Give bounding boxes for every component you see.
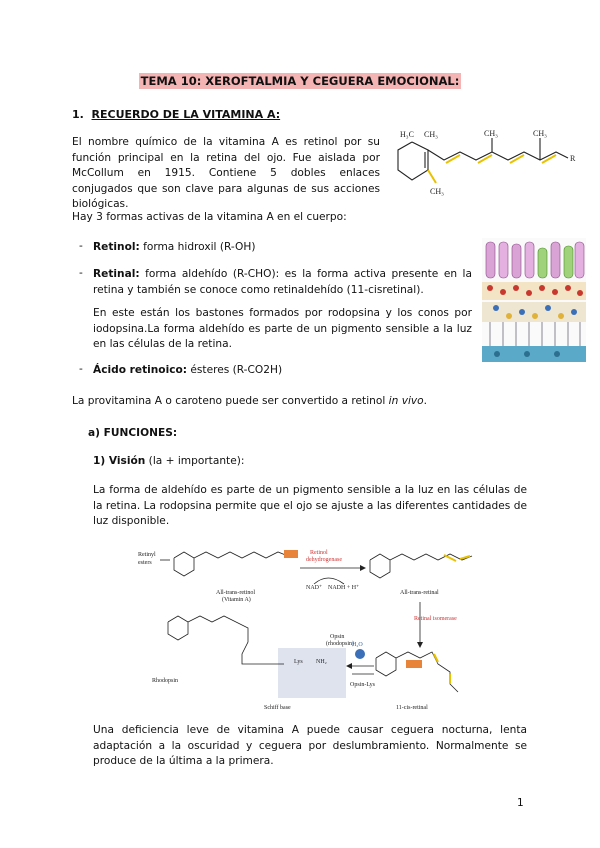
label-amine: NH₂	[316, 659, 327, 665]
schiff-base-box	[278, 648, 346, 698]
label-dehydrogenase: dehydrogenase	[306, 557, 342, 563]
label-retinal-isomerase: Retinal isomerase	[414, 616, 457, 622]
label-schiff-base: Schiff base	[264, 705, 291, 711]
visual-cycle-diagram	[138, 542, 488, 714]
label-opsin: Opsin	[330, 634, 345, 640]
retinoid-structure-figure	[392, 128, 582, 200]
vision-paragraph: La forma de aldehído es parte de un pigmento sensible a la luz en las células de la retina. La rodopsina permite que el ojo se ajuste a las diferentes cantidades de luz disponible.	[93, 484, 527, 527]
vision-heading: 1) Visión (la + importante):	[93, 455, 245, 467]
label-nadh: NADH + H⁺	[328, 585, 360, 591]
intro-paragraph: El nombre químico de la vitamina A es retinol por su función principal en la retina del ojo. Fue aislada por McCollum en 1915. Contiene 5 dobles enlaces conjugados que son clave para algunas de sus acciones biológicas.	[72, 136, 380, 210]
label-all-trans-retinal: All-trans-retinal	[400, 590, 439, 596]
retina-cells-illustration	[482, 238, 586, 362]
bullet-retinal: Retinal: forma aldehído (R-CHO): es la forma activa presente en la retina y también se conoce como retinaldehído (11-cisretinal).	[93, 268, 472, 296]
functions-heading: a) FUNCIONES:	[88, 427, 178, 439]
label-r: R	[570, 154, 576, 163]
page-number: 1	[517, 797, 524, 809]
document-title: TEMA 10: XEROFTALMIA Y CEGUERA EMOCIONAL:	[140, 74, 460, 88]
label-retinyl: Retinyl	[138, 552, 156, 558]
label-ch3-1: CH₃	[424, 130, 438, 139]
bullet-dash: -	[79, 267, 83, 279]
bullet-dash: -	[79, 363, 83, 375]
label-esters: esters	[138, 560, 152, 566]
label-rhodopsin-paren: (rhodopsin)	[326, 641, 354, 647]
label-rhodopsin: Rhodopsin	[152, 678, 179, 684]
label-ch3-3: CH₃	[533, 129, 547, 138]
label-opsin-lys: Opsin-Lys	[350, 682, 376, 688]
label-all-trans-retinol: All-trans-retinol	[216, 590, 255, 596]
bullet-retinoic-acid: Ácido retinoico: ésteres (R-CO2H)	[93, 364, 283, 376]
forms-intro: Hay 3 formas activas de la vitamina A en el cuerpo:	[72, 211, 347, 223]
deficiency-paragraph: Una deficiencia leve de vitamina A puede causar ceguera nocturna, lenta adaptación a la oscuridad y ceguera por deslumbramiento. Normalmente se produce de la última a la primera.	[93, 724, 527, 767]
retinal-note: En este están los bastones formados por rodopsina y los conos por iodopsina.La forma aldehído es parte de un pigmento sensible a la luz en las células de la retina.	[93, 307, 472, 350]
label-retinol-dehydrogenase: Retinol	[310, 550, 328, 556]
label-nad: NAD⁺	[306, 585, 323, 591]
label-h2o: H₂O	[352, 642, 363, 648]
label-ch3-4: CH₃	[430, 187, 444, 196]
label-ch3-2: CH₃	[484, 129, 498, 138]
label-lys: Lys	[294, 659, 303, 665]
section-heading: 1. RECUERDO DE LA VITAMINA A:	[72, 108, 281, 121]
label-vitamin-a: (Vitamin A)	[222, 597, 251, 603]
label-h3c: H₃C	[400, 130, 414, 139]
bullet-dash: -	[79, 240, 83, 252]
label-11-cis-retinal: 11-cis-retinal	[396, 705, 428, 711]
provitamin-paragraph: La provitamina A o caroteno puede ser convertido a retinol in vivo.	[72, 395, 428, 407]
bullet-retinol: Retinol: forma hidroxil (R-OH)	[93, 241, 256, 253]
